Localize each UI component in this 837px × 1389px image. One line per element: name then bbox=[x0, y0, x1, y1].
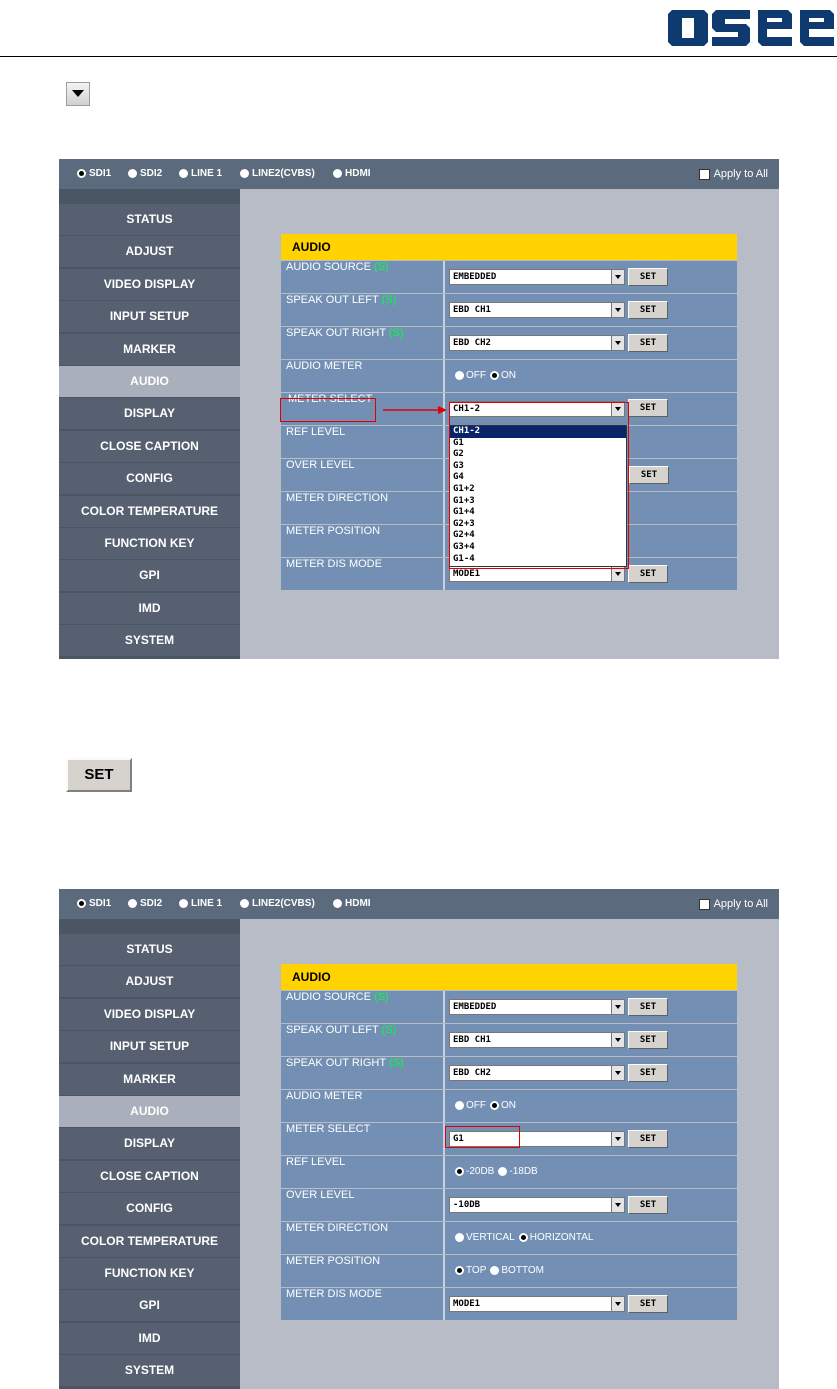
speak-right-select[interactable]: EBD CH2 bbox=[449, 335, 625, 351]
sidebar-item-audio[interactable]: AUDIO bbox=[59, 1096, 240, 1127]
highlight-box-dropdown bbox=[449, 402, 629, 569]
over-level-set-button[interactable]: SET bbox=[628, 1196, 668, 1214]
ref-level-20db-radio[interactable]: -20DB bbox=[455, 1166, 494, 1177]
dropdown-arrow-icon bbox=[66, 82, 90, 106]
row-speak-out-left: SPEAK OUT LEFT (S) EBD CH1 SET bbox=[281, 1024, 737, 1056]
sidebar-item-color-temperature[interactable]: COLOR TEMPERATURE bbox=[59, 496, 240, 527]
sidebar-item-gpi[interactable]: GPI bbox=[59, 560, 240, 591]
row-meter-position: METER POSITION TOP BOTTOM bbox=[281, 1255, 737, 1287]
sidebar-item-video-display[interactable]: VIDEO DISPLAY bbox=[59, 999, 240, 1030]
row-audio-source: AUDIO SOURCE (S) EMBEDDED SET bbox=[281, 261, 737, 293]
row-audio-meter: AUDIO METER OFF ON bbox=[281, 360, 737, 392]
row-speak-out-right: SPEAK OUT RIGHT (S) EBD CH2 SET bbox=[281, 1057, 737, 1089]
input-radio-hdmi[interactable]: HDMI bbox=[333, 168, 371, 179]
sidebar-item-config[interactable]: CONFIG bbox=[59, 463, 240, 494]
sidebar-item-function-key[interactable]: FUNCTION KEY bbox=[59, 1258, 240, 1289]
screenshot-meter-select-dropdown bbox=[59, 159, 779, 659]
dropdown-option[interactable]: G1+3 bbox=[453, 495, 475, 506]
section-title: AUDIO bbox=[281, 234, 737, 260]
dropdown-option[interactable]: G3 bbox=[453, 460, 464, 471]
row-meter-select: METER SELECT G1 SET bbox=[281, 1123, 737, 1155]
audio-meter-on-radio[interactable]: ON bbox=[490, 1100, 516, 1111]
speak-left-select[interactable]: EBD CH1 bbox=[449, 302, 625, 318]
dropdown-option[interactable]: G3+4 bbox=[453, 541, 475, 552]
section-title: AUDIO bbox=[281, 964, 737, 990]
dropdown-option[interactable]: G2 bbox=[453, 449, 464, 460]
osee-logo bbox=[668, 6, 837, 50]
header-rule bbox=[0, 56, 837, 57]
audio-source-set-button[interactable]: SET bbox=[628, 268, 668, 286]
speak-left-set-button[interactable]: SET bbox=[628, 1031, 668, 1049]
set-button-icon: SET bbox=[66, 758, 132, 792]
meter-dis-mode-select[interactable]: MODE1 bbox=[449, 566, 625, 582]
row-meter-direction: METER DIRECTION VERTICAL HORIZONTAL bbox=[281, 1222, 737, 1254]
row-ref-level: REF LEVEL -20DB -18DB bbox=[281, 1156, 737, 1188]
input-radio-line1[interactable]: LINE 1 bbox=[179, 898, 222, 909]
sidebar-item-function-key[interactable]: FUNCTION KEY bbox=[59, 528, 240, 559]
highlight-box-label bbox=[280, 398, 376, 422]
dropdown-option[interactable]: G4 bbox=[453, 472, 464, 483]
meter-select-select[interactable]: G1 bbox=[449, 1131, 625, 1147]
speak-left-set-button[interactable]: SET bbox=[628, 301, 668, 319]
sidebar-item-display[interactable]: DISPLAY bbox=[59, 398, 240, 429]
ref-level-18db-radio[interactable]: -18DB bbox=[498, 1166, 537, 1177]
row-meter-direction: METER DIRECTION bbox=[281, 492, 737, 524]
row-audio-source: AUDIO SOURCE (S) EMBEDDED SET bbox=[281, 991, 737, 1023]
audio-meter-on-radio[interactable]: ON bbox=[490, 370, 516, 381]
sidebar-item-imd[interactable]: IMD bbox=[59, 593, 240, 624]
meter-dis-mode-select[interactable]: MODE1 bbox=[449, 1296, 625, 1312]
speak-left-select[interactable]: EBD CH1 bbox=[449, 1032, 625, 1048]
speak-right-set-button[interactable]: SET bbox=[628, 334, 668, 352]
input-radio-sdi1[interactable]: SDI1 bbox=[77, 168, 111, 179]
over-level-select[interactable]: -10DB bbox=[449, 1197, 625, 1213]
row-meter-dis-mode: METER DIS MODE MODE1 SET bbox=[281, 558, 737, 590]
input-bar bbox=[59, 889, 779, 919]
meter-select-select[interactable]: CH1-2 bbox=[449, 401, 625, 417]
row-over-level: OVER LEVEL -10DB SET bbox=[281, 1189, 737, 1221]
screenshot-meter-select-result bbox=[59, 889, 779, 1389]
input-bar bbox=[59, 159, 779, 189]
input-radio-sdi2[interactable]: SDI2 bbox=[128, 168, 162, 179]
highlight-box-value bbox=[445, 1126, 520, 1148]
row-speak-out-right: SPEAK OUT RIGHT (S) EBD CH2 SET bbox=[281, 327, 737, 359]
dropdown-option[interactable]: G2+4 bbox=[453, 530, 475, 541]
dropdown-option[interactable]: G1 bbox=[453, 437, 464, 448]
row-over-level: OVER LEVEL SET bbox=[281, 459, 737, 491]
red-arrow-icon bbox=[383, 404, 449, 416]
sidebar-item-system[interactable]: SYSTEM bbox=[59, 625, 240, 656]
input-radio-line2[interactable]: LINE2(CVBS) bbox=[240, 898, 315, 909]
audio-meter-off-radio[interactable]: OFF bbox=[455, 1100, 486, 1111]
meter-direction-horizontal-radio[interactable]: HORIZONTAL bbox=[519, 1232, 594, 1243]
over-level-set-button[interactable]: SET bbox=[629, 466, 669, 484]
sidebar-item-status[interactable]: STATUS bbox=[59, 934, 240, 965]
sidebar-item-gpi[interactable]: GPI bbox=[59, 1290, 240, 1321]
sidebar-item-display[interactable]: DISPLAY bbox=[59, 1128, 240, 1159]
meter-dis-mode-set-button[interactable]: SET bbox=[628, 1295, 668, 1313]
meter-dis-mode-set-button[interactable]: SET bbox=[628, 565, 668, 583]
meter-position-bottom-radio[interactable]: BOTTOM bbox=[490, 1265, 544, 1276]
sidebar-item-input-setup[interactable]: INPUT SETUP bbox=[59, 1031, 240, 1062]
audio-source-set-button[interactable]: SET bbox=[628, 998, 668, 1016]
row-ref-level: REF LEVEL bbox=[281, 426, 737, 458]
sidebar-item-color-temperature[interactable]: COLOR TEMPERATURE bbox=[59, 1226, 240, 1257]
meter-select-set-button[interactable]: SET bbox=[628, 1130, 668, 1148]
input-radio-line1[interactable]: LINE 1 bbox=[179, 168, 222, 179]
sidebar-item-config[interactable]: CONFIG bbox=[59, 1193, 240, 1224]
sidebar-item-system[interactable]: SYSTEM bbox=[59, 1355, 240, 1386]
sidebar-item-close-caption[interactable]: CLOSE CAPTION bbox=[59, 1161, 240, 1192]
sidebar bbox=[59, 919, 240, 1389]
row-audio-meter: AUDIO METER OFF ON bbox=[281, 1090, 737, 1122]
sidebar-item-input-setup[interactable]: INPUT SETUP bbox=[59, 301, 240, 332]
sidebar bbox=[59, 189, 240, 659]
input-radio-sdi2[interactable]: SDI2 bbox=[128, 898, 162, 909]
sidebar-item-video-display[interactable]: VIDEO DISPLAY bbox=[59, 269, 240, 300]
input-radio-hdmi[interactable]: HDMI bbox=[333, 898, 371, 909]
sidebar-item-status[interactable]: STATUS bbox=[59, 204, 240, 235]
audio-source-select[interactable]: EMBEDDED bbox=[449, 999, 625, 1015]
sidebar-item-imd[interactable]: IMD bbox=[59, 1323, 240, 1354]
audio-source-select[interactable]: EMBEDDED bbox=[449, 269, 625, 285]
row-meter-position: METER POSITION bbox=[281, 525, 737, 557]
meter-select-set-button[interactable]: SET bbox=[628, 399, 668, 417]
row-meter-select: METER SELECT CH1-2 SET bbox=[281, 393, 737, 425]
row-meter-dis-mode: METER DIS MODE MODE1 SET bbox=[281, 1288, 737, 1320]
dropdown-option[interactable]: G1-4 bbox=[453, 553, 475, 564]
meter-position-top-radio[interactable]: TOP bbox=[455, 1265, 486, 1276]
sidebar-item-marker[interactable]: MARKER bbox=[59, 1064, 240, 1095]
sidebar-item-close-caption[interactable]: CLOSE CAPTION bbox=[59, 431, 240, 462]
speak-right-select[interactable]: EBD CH2 bbox=[449, 1065, 625, 1081]
sidebar-item-marker[interactable]: MARKER bbox=[59, 334, 240, 365]
sidebar-item-adjust[interactable]: ADJUST bbox=[59, 236, 240, 267]
speak-right-set-button[interactable]: SET bbox=[628, 1064, 668, 1082]
row-speak-out-left: SPEAK OUT LEFT (S) EBD CH1 SET bbox=[281, 294, 737, 326]
input-radio-sdi1[interactable]: SDI1 bbox=[77, 898, 111, 909]
input-radio-line2[interactable]: LINE2(CVBS) bbox=[240, 168, 315, 179]
audio-meter-off-radio[interactable]: OFF bbox=[455, 370, 486, 381]
meter-direction-vertical-radio[interactable]: VERTICAL bbox=[455, 1232, 515, 1243]
dropdown-option[interactable]: CH1-2 bbox=[450, 426, 626, 438]
sidebar-item-audio[interactable]: AUDIO bbox=[59, 366, 240, 397]
apply-to-all-checkbox[interactable]: Apply to All bbox=[699, 168, 768, 180]
dropdown-option[interactable]: G2+3 bbox=[453, 518, 475, 529]
apply-to-all-checkbox[interactable]: Apply to All bbox=[699, 898, 768, 910]
sidebar-item-adjust[interactable]: ADJUST bbox=[59, 966, 240, 997]
dropdown-option[interactable]: G1+4 bbox=[453, 507, 475, 518]
dropdown-option[interactable]: G1+2 bbox=[453, 483, 475, 494]
